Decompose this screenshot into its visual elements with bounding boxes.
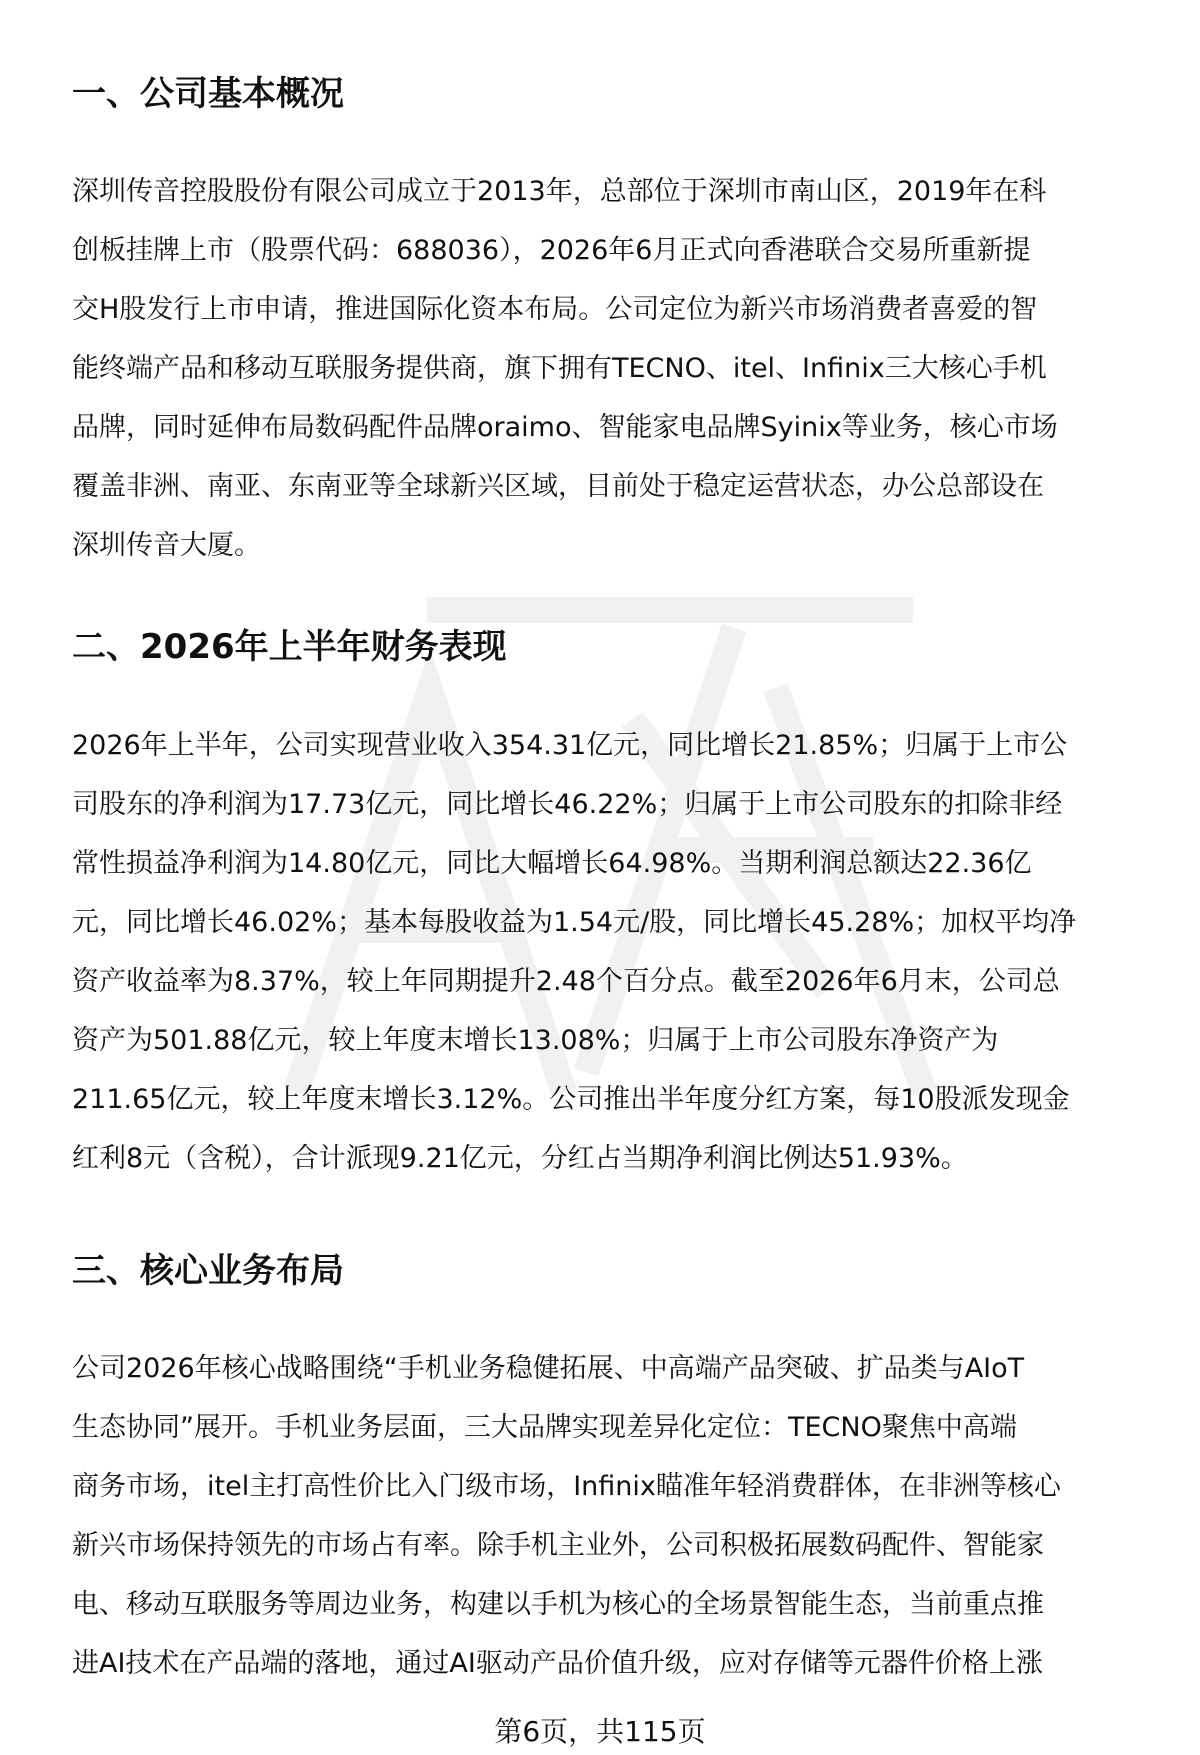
- paragraph-line: 元，同比增长46.02%；基本每股收益为1.54元/股，同比增长45.28%；加权平均净: [72, 907, 1077, 938]
- paragraph-line: 2026年上半年，公司实现营业收入354.31亿元，同比增长21.85%；归属于上市公: [72, 730, 1068, 761]
- page-number-footer: 第6页，共115页: [494, 1715, 706, 1748]
- section-1-heading-block: [72, 72, 1152, 116]
- paragraph-line: 品牌，同时延伸布局数码配件品牌oraimo、智能家电品牌Syinix等业务，核心市场: [72, 412, 1058, 443]
- paragraph-line: 公司2026年核心战略围绕“手机业务稳健拓展、中高端产品突破、扩品类与AIoT: [72, 1353, 1025, 1384]
- paragraph-line: 电、移动互联服务等周边业务，构建以手机为核心的全场景智能生态，当前重点推: [72, 1589, 1044, 1620]
- paragraph-line: 交H股发行上市申请，推进国际化资本布局。公司定位为新兴市场消费者喜爱的智: [72, 294, 1038, 325]
- section-1-heading: 一、公司基本概况: [72, 74, 344, 114]
- section-2-heading-block: [72, 625, 1152, 669]
- paragraph-line: 创板挂牌上市（股票代码：688036），2026年6月正式向香港联合交易所重新提: [72, 235, 1031, 266]
- section-2-paragraph: [72, 716, 1152, 1188]
- section-3-heading-block: [72, 1249, 1152, 1293]
- section-3-heading: 三、核心业务布局: [72, 1251, 344, 1291]
- section-2-heading: 二、2026年上半年财务表现: [72, 627, 507, 667]
- section-3-paragraph: [72, 1339, 1152, 1693]
- paragraph-line: 深圳传音大厦。: [72, 530, 261, 561]
- paragraph-line: 211.65亿元，较上年度末增长3.12%。公司推出半年度分红方案，每10股派发现金: [72, 1084, 1070, 1115]
- paragraph-line: 司股东的净利润为17.73亿元，同比增长46.22%；归属于上市公司股东的扣除非经: [72, 789, 1063, 820]
- paragraph-line: 常性损益净利润为14.80亿元，同比大幅增长64.98%。当期利润总额达22.36亿: [72, 848, 1032, 879]
- paragraph-line: 资产为501.88亿元，较上年度末增长13.08%；归属于上市公司股东净资产为: [72, 1025, 999, 1056]
- paragraph-line: 资产收益率为8.37%，较上年同期提升2.48个百分点。截至2026年6月末，公司总: [72, 966, 1060, 997]
- paragraph-line: 商务市场，itel主打高性价比入门级市场，Infinix瞄准年轻消费群体，在非洲等核心: [72, 1471, 1061, 1502]
- paragraph-line: 红利8元（含税），合计派现9.21亿元，分红占当期净利润比例达51.93%。: [72, 1143, 968, 1174]
- paragraph-line: 新兴市场保持领先的市场占有率。除手机主业外，公司积极拓展数码配件、智能家: [72, 1530, 1044, 1561]
- paragraph-line: 能终端产品和移动互联服务提供商，旗下拥有TECNO、itel、Infinix三大核心手机: [72, 353, 1047, 384]
- paragraph-line: 生态协同”展开。手机业务层面，三大品牌实现差异化定位：TECNO聚焦中高端: [72, 1412, 1017, 1443]
- section-1-paragraph: [72, 162, 1152, 575]
- paragraph-line: 覆盖非洲、南亚、东南亚等全球新兴区域，目前处于稳定运营状态，办公总部设在: [72, 471, 1044, 502]
- paragraph-line: 进AI技术在产品端的落地，通过AI驱动产品价值升级，应对存储等元器件价格上涨: [72, 1648, 1043, 1679]
- paragraph-line: 深圳传音控股股份有限公司成立于2013年，总部位于深圳市南山区，2019年在科: [72, 176, 1047, 207]
